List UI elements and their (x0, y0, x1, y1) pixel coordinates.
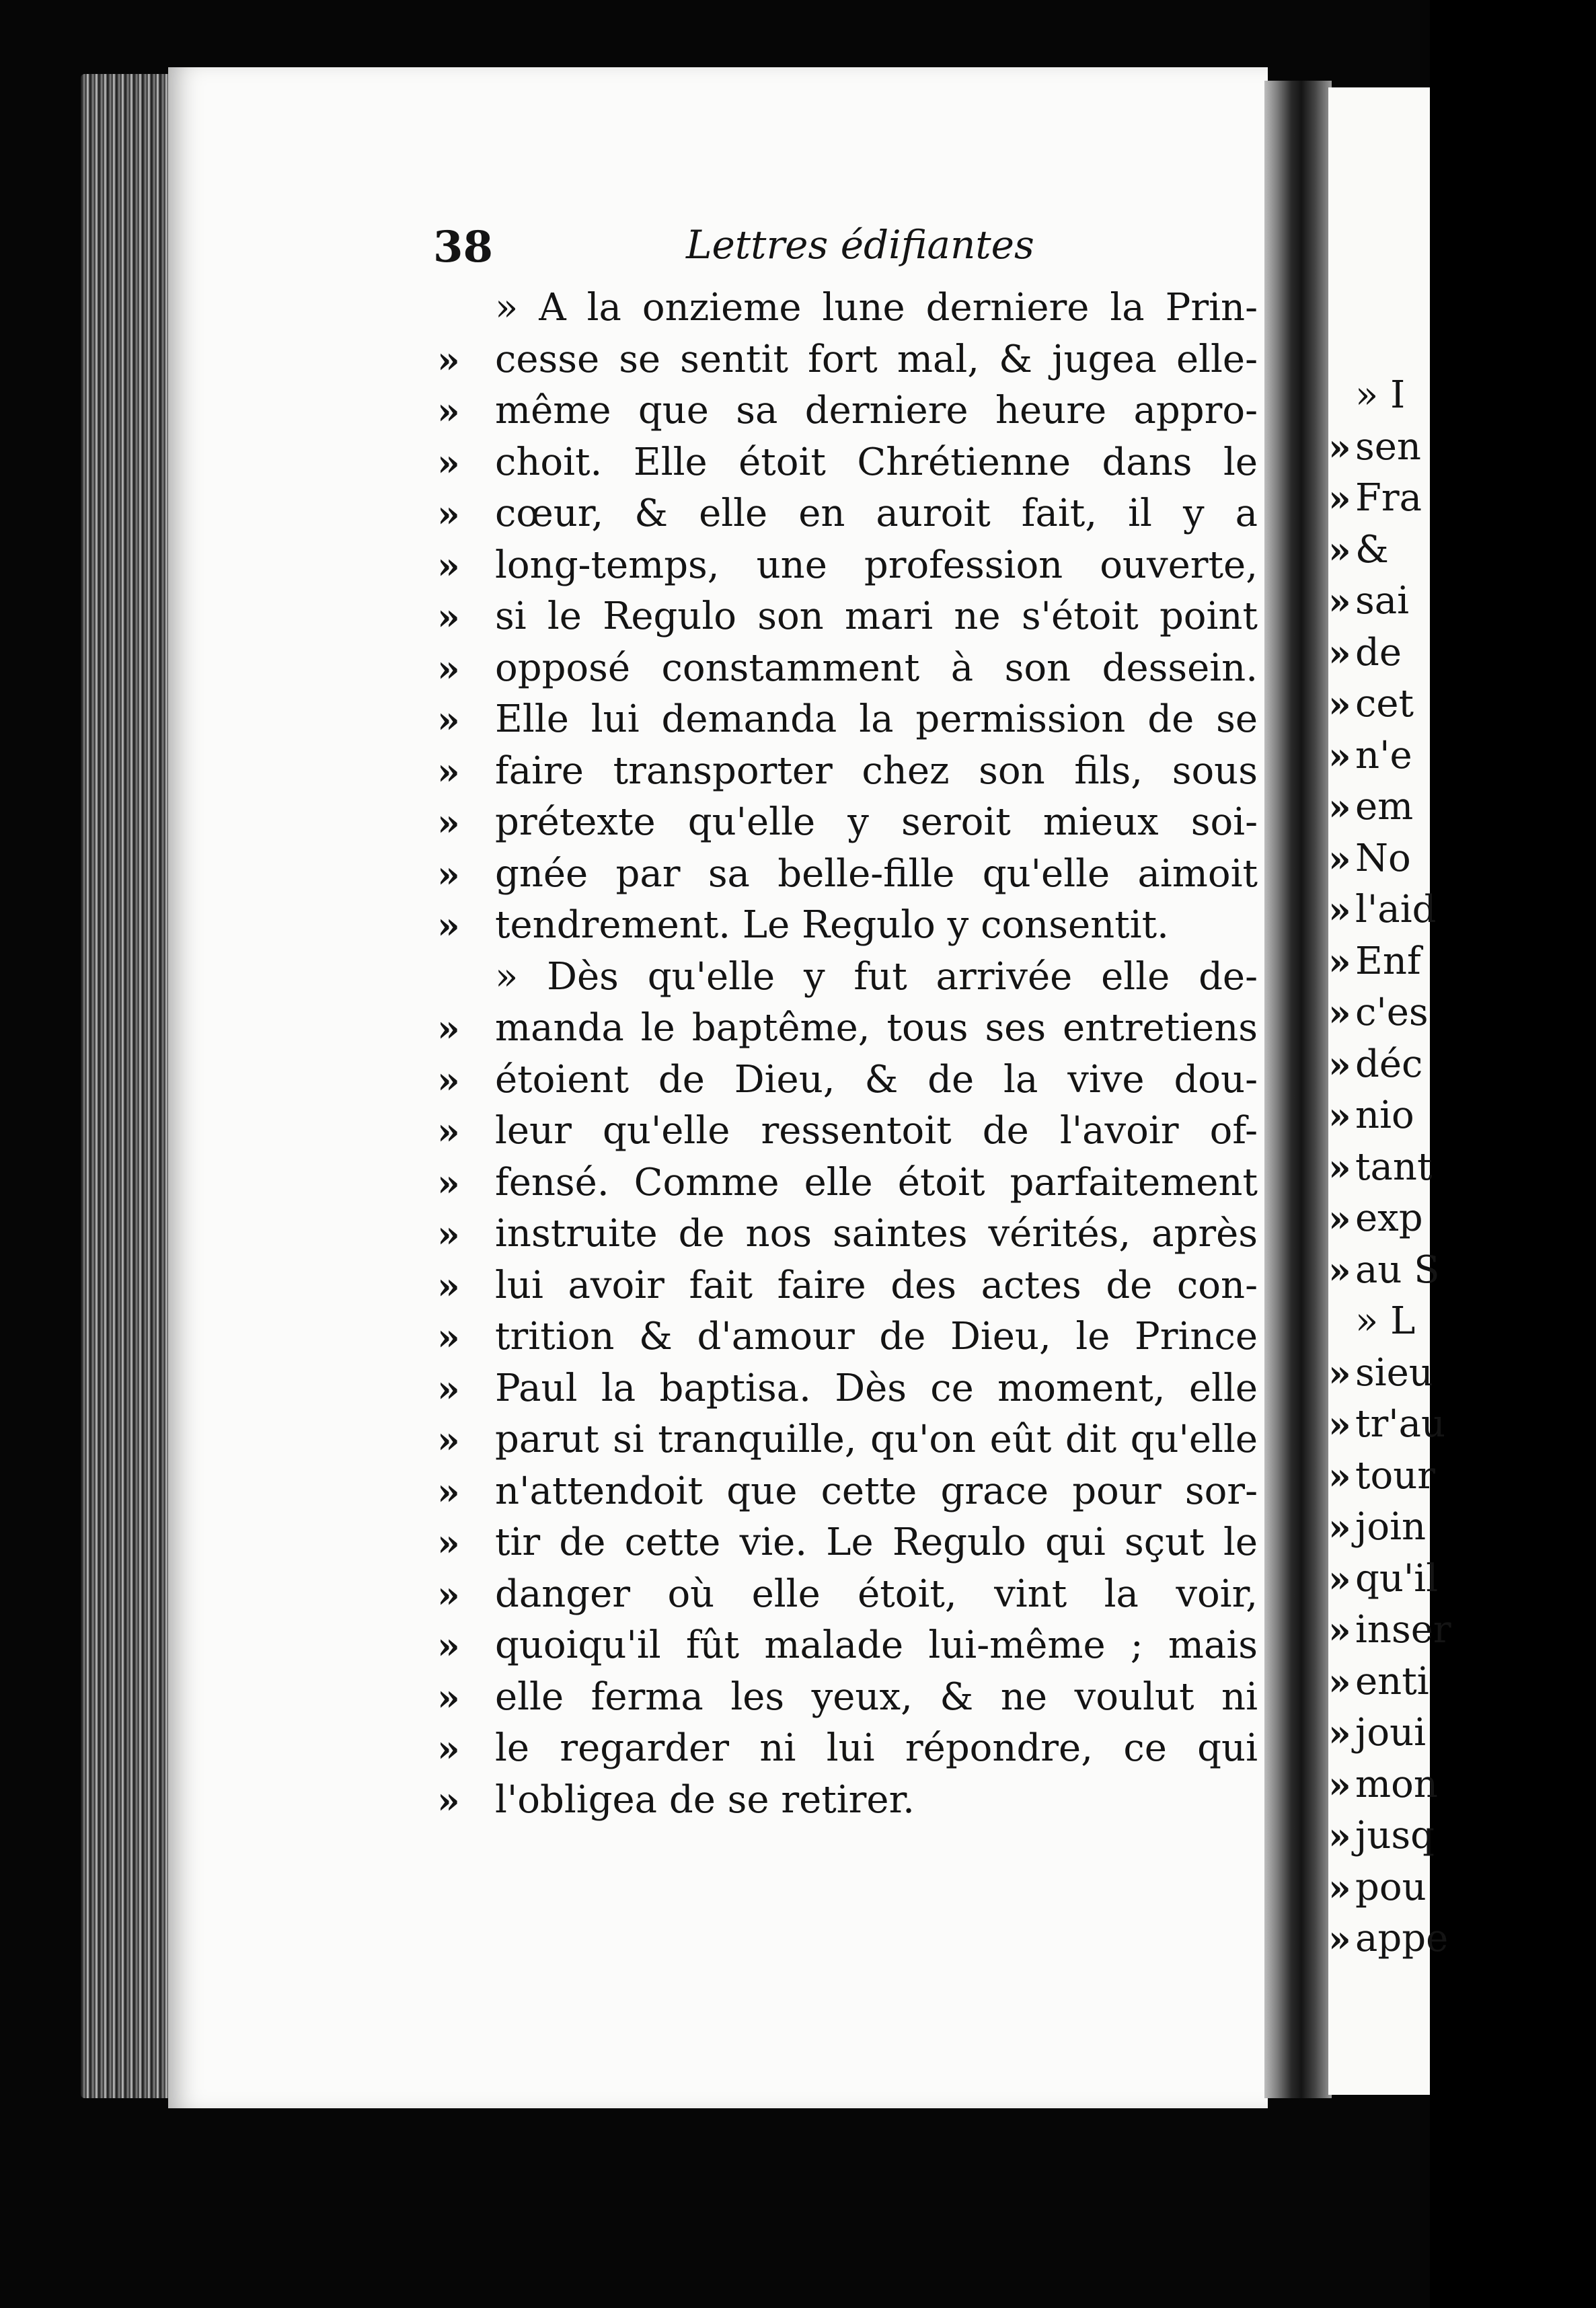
line-text: Paul la baptisa. Dès ce moment, elle (495, 1366, 1258, 1410)
line-text: cœur, & elle en auroit fait, il y a (495, 492, 1258, 535)
line-text: tant (1355, 1145, 1433, 1189)
body-line (437, 1723, 1258, 1775)
guillemet-margin: » (437, 852, 460, 896)
line-text: trition & d'amour de Dieu, le Prince (495, 1315, 1258, 1358)
line-text: si le Regulo son mari ne s'étoit point (495, 594, 1258, 638)
line-text: » L (1355, 1299, 1416, 1343)
guillemet-margin: » (1328, 425, 1351, 469)
guillemet-margin: » (1328, 1506, 1351, 1549)
right-page-line (1327, 525, 1596, 576)
right-page-line (1327, 422, 1596, 473)
body-line (437, 385, 1258, 437)
right-page-line (1327, 627, 1596, 679)
right-page-line (1327, 576, 1596, 627)
guillemet-margin: » (1328, 991, 1351, 1034)
guillemet-margin: » (1328, 1763, 1351, 1806)
line-text: Elle lui demanda la permission de se (495, 697, 1258, 741)
guillemet-margin: » (437, 1675, 460, 1719)
guillemet-margin: » (437, 904, 460, 947)
right-page-line (1327, 884, 1596, 936)
right-page-line (1327, 1451, 1596, 1502)
guillemet-margin: » (437, 1778, 460, 1822)
guillemet-margin: » (437, 1469, 460, 1513)
body-line (437, 797, 1258, 849)
line-text: l'obligea de se retirer. (495, 1777, 915, 1822)
body-line (437, 1466, 1258, 1518)
right-page-line (1327, 1605, 1596, 1656)
line-text: quoiqu'il fût malade lui-même ; mais (495, 1623, 1258, 1667)
body-line (437, 334, 1258, 386)
right-page-line (1327, 1399, 1596, 1451)
guillemet-margin: » (437, 1572, 460, 1616)
guillemet-margin: » (1328, 1197, 1351, 1240)
right-page-line (1327, 370, 1596, 422)
right-page-line (1327, 1707, 1596, 1759)
guillemet-margin: » (1328, 1094, 1351, 1137)
line-text: leur qu'elle ressentoit de l'avoir of- (495, 1109, 1258, 1153)
guillemet-margin: » (1328, 1403, 1351, 1446)
right-page-line (1327, 1142, 1596, 1194)
line-text: » Dès qu'elle y fut arrivée elle de- (495, 954, 1258, 999)
line-text: » A la onzieme lune derniere la Prin- (495, 286, 1258, 330)
line-text: même que sa derniere heure appro- (495, 389, 1258, 432)
line-text: jusq (1355, 1814, 1435, 1857)
guillemet-margin: » (437, 1624, 460, 1667)
line-text: sen (1355, 424, 1421, 469)
body-line (437, 1775, 1258, 1826)
line-text: le regarder ni lui répondre, ce qui (495, 1726, 1258, 1770)
page-number: 38 (433, 222, 494, 272)
running-title: Lettres édifiantes (686, 222, 1034, 268)
line-text: parut si tranquille, qu'on eût dit qu'elle (495, 1418, 1258, 1461)
line-text: long-temps, une profession ouverte, (495, 543, 1258, 587)
line-text: inser (1355, 1608, 1451, 1652)
line-text: » I (1355, 373, 1406, 417)
guillemet-margin: » (1328, 785, 1351, 829)
right-page-line (1327, 987, 1596, 1039)
body-line (437, 952, 1258, 1003)
body-line (437, 1672, 1258, 1724)
guillemet-margin: » (437, 1058, 460, 1102)
body-line (437, 1414, 1258, 1466)
right-page-line (1327, 1193, 1596, 1245)
line-text: de (1355, 630, 1402, 675)
guillemet-margin: » (437, 595, 460, 638)
body-line (437, 282, 1258, 334)
line-text: l'aid (1355, 888, 1437, 931)
body-line (437, 1208, 1258, 1260)
line-text: faire transporter chez son fils, sous (495, 748, 1258, 793)
body-line (437, 1311, 1258, 1363)
body-line (437, 1106, 1258, 1157)
guillemet-margin: » (1328, 1917, 1351, 1960)
line-text: tir de cette vie. Le Regulo qui sçut le (495, 1521, 1258, 1564)
line-text: manda le baptême, tous ses entretiens (495, 1006, 1258, 1050)
guillemet-margin: » (437, 1418, 460, 1461)
line-text: étoient de Dieu, & de la vive dou- (495, 1057, 1258, 1102)
guillemet-margin: » (437, 543, 460, 587)
right-page-line (1327, 1039, 1596, 1091)
guillemet-margin: » (1328, 1042, 1351, 1086)
guillemet-margin: » (1328, 1454, 1351, 1498)
line-text: mon (1355, 1762, 1438, 1806)
guillemet-margin: » (437, 1521, 460, 1564)
guillemet-margin: » (1328, 888, 1351, 931)
guillemet-margin: » (1328, 477, 1351, 520)
guillemet-margin: » (1328, 1145, 1351, 1189)
page-header (433, 222, 1291, 289)
line-text: tendrement. Le Regulo y consentit. (495, 903, 1169, 947)
right-page-line (1327, 1348, 1596, 1399)
right-page-line (1327, 833, 1596, 885)
body-line (437, 849, 1258, 900)
body-line (437, 437, 1258, 489)
right-page-line (1327, 1502, 1596, 1553)
body-line (437, 746, 1258, 798)
right-page-line (1327, 473, 1596, 525)
guillemet-margin: » (437, 1367, 460, 1410)
right-page-line (1327, 1296, 1596, 1348)
guillemet-margin: » (437, 1007, 460, 1050)
guillemet-margin: » (1328, 1351, 1351, 1395)
guillemet-margin: » (437, 1213, 460, 1256)
line-text: instruite de nos saintes vérités, après (495, 1212, 1258, 1256)
line-text: sieu (1355, 1350, 1433, 1395)
book-gutter (1264, 81, 1332, 2098)
guillemet-margin: » (437, 1315, 460, 1358)
guillemet-margin: » (1328, 837, 1351, 880)
guillemet-margin: » (437, 646, 460, 690)
line-text: Fra (1355, 476, 1422, 520)
right-page-line (1327, 1090, 1596, 1142)
body-line (437, 900, 1258, 952)
guillemet-margin: » (437, 338, 460, 381)
guillemet-margin: » (1328, 1248, 1351, 1292)
line-text: qu'il (1355, 1556, 1439, 1601)
line-text: tr'au (1355, 1402, 1446, 1446)
body-line (437, 643, 1258, 695)
line-text: pou (1355, 1865, 1427, 1909)
line-text: em (1355, 785, 1414, 829)
body-line (437, 488, 1258, 540)
right-page-line (1327, 730, 1596, 782)
line-text: au S (1355, 1247, 1440, 1292)
body-line (437, 1157, 1258, 1209)
body-line (437, 1620, 1258, 1672)
line-text: Enf (1355, 939, 1421, 983)
line-text: prétexte qu'elle y seroit mieux soi- (495, 800, 1258, 844)
guillemet-margin: » (1328, 580, 1351, 623)
guillemet-margin: » (1328, 528, 1351, 572)
guillemet-margin: » (1328, 1660, 1351, 1703)
line-text: & (1355, 527, 1389, 572)
guillemet-margin: » (1328, 631, 1351, 675)
guillemet-margin: » (1328, 1557, 1351, 1601)
line-text: c'es (1355, 991, 1429, 1034)
line-text: joui (1355, 1711, 1427, 1755)
guillemet-margin: » (437, 749, 460, 793)
line-text: gnée par sa belle-fille qu'elle aimoit (495, 851, 1258, 896)
line-text: sai (1355, 579, 1410, 623)
body-text (437, 282, 1258, 1826)
guillemet-margin: » (1328, 1609, 1351, 1652)
right-page-line (1327, 679, 1596, 730)
body-line (437, 540, 1258, 592)
right-page-line (1327, 1810, 1596, 1862)
body-line (437, 694, 1258, 746)
body-line (437, 1003, 1258, 1054)
line-text: choit. Elle étoit Chrétienne dans le (495, 440, 1258, 484)
guillemet-margin: » (437, 1161, 460, 1204)
line-text: cesse se sentit fort mal, & jugea elle- (495, 337, 1258, 381)
line-text: déc (1355, 1042, 1423, 1086)
right-page-fragment (1328, 87, 1451, 2095)
guillemet-margin: » (437, 389, 460, 432)
right-page-line (1327, 1913, 1596, 1965)
guillemet-margin: » (1328, 939, 1351, 983)
line-text: lui avoir fait faire des actes de con- (495, 1263, 1258, 1307)
line-text: exp (1355, 1196, 1423, 1240)
line-text: No (1355, 836, 1411, 880)
right-page-line (1327, 1245, 1596, 1297)
line-text: fensé. Comme elle étoit parfaitement (495, 1160, 1258, 1204)
right-page-line (1327, 1759, 1596, 1811)
line-text: danger où elle étoit, vint la voir, (495, 1572, 1258, 1616)
body-line (437, 1569, 1258, 1621)
right-page-text (1327, 370, 1596, 1965)
guillemet-margin: » (1328, 1711, 1351, 1755)
line-text: n'e (1355, 733, 1412, 777)
body-line (437, 1260, 1258, 1312)
guillemet-margin: » (1328, 1814, 1351, 1857)
line-text: elle ferma les yeux, & ne voulut ni (495, 1675, 1258, 1719)
guillemet-margin: » (437, 698, 460, 741)
line-text: tour (1355, 1453, 1436, 1498)
guillemet-margin: » (437, 1110, 460, 1153)
line-text: n'attendoit que cette grace pour sor- (495, 1469, 1258, 1513)
guillemet-margin: » (437, 1264, 460, 1307)
guillemet-margin: » (1328, 1865, 1351, 1909)
right-page-line (1327, 1553, 1596, 1605)
right-page-line (1327, 781, 1596, 833)
line-text: opposé constamment à son dessein. (495, 646, 1258, 690)
line-text: cet (1355, 682, 1414, 726)
body-line (437, 1054, 1258, 1106)
line-text: appe (1355, 1917, 1449, 1960)
guillemet-margin: » (1328, 734, 1351, 777)
guillemet-margin: » (437, 801, 460, 844)
line-text: nio (1355, 1093, 1414, 1137)
guillemet-margin: » (437, 1727, 460, 1770)
body-line (437, 1363, 1258, 1415)
right-page-line (1327, 1656, 1596, 1708)
guillemet-margin: » (437, 492, 460, 535)
right-page-line (1327, 936, 1596, 988)
body-line (437, 1517, 1258, 1569)
guillemet-margin: » (1328, 683, 1351, 726)
body-line (437, 591, 1258, 643)
guillemet-margin: » (437, 440, 460, 484)
right-page-line (1327, 1862, 1596, 1914)
line-text: enti (1355, 1659, 1429, 1703)
line-text: join (1355, 1505, 1427, 1549)
